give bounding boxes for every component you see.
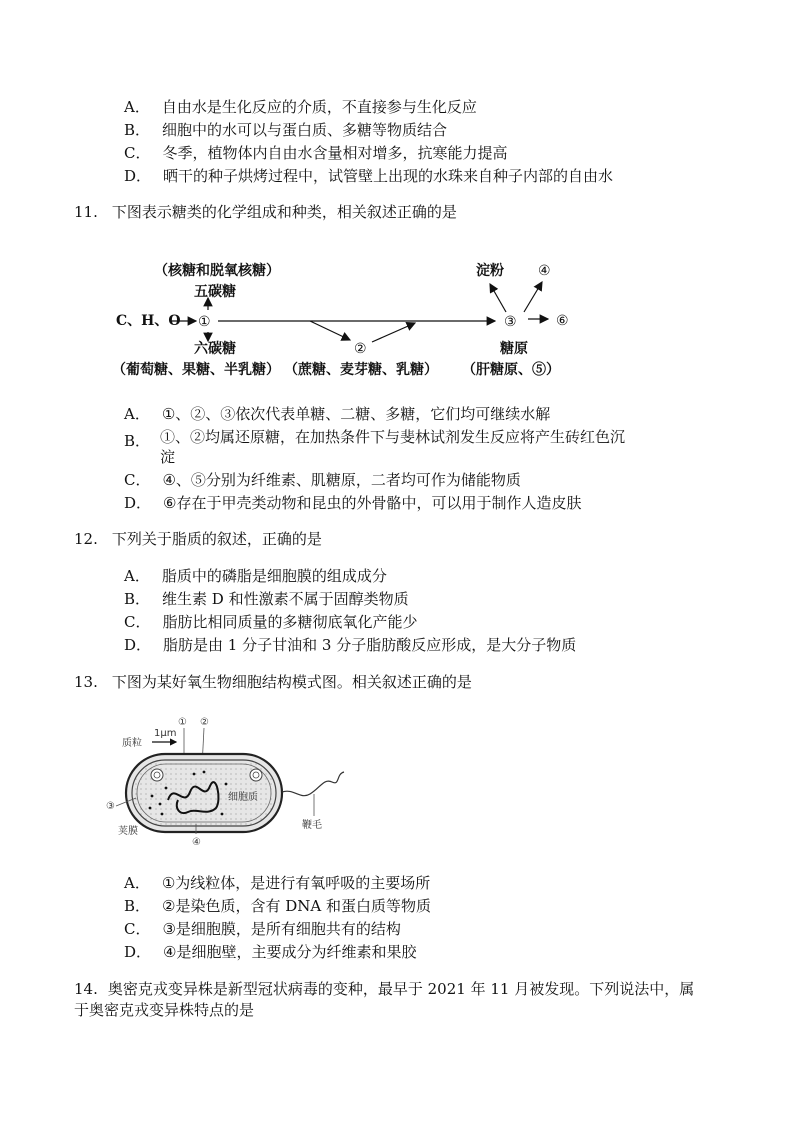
flagellum-label: 鞭毛 xyxy=(302,820,322,831)
label-1: ① xyxy=(178,717,187,728)
bacterial-cell-diagram xyxy=(104,712,354,852)
hexose-label: 六碳糖 xyxy=(194,341,236,357)
question-number: 11. xyxy=(74,203,98,221)
q11-option-b-text-cont xyxy=(160,447,175,467)
option-text: ④、⑤分别为纤维素、肌糖原，二者均可作为储能物质 xyxy=(162,471,521,489)
glycogen-label: 糖原 xyxy=(500,341,528,357)
option-text: 冬季，植物体内自由水含量相对增多，抗寒能力提高 xyxy=(162,144,508,162)
node1-label: ① xyxy=(198,314,211,330)
starch-label: 淀粉 xyxy=(476,263,504,279)
option-text: 脂肪比相同质量的多糖彻底氧化产能少 xyxy=(162,613,418,631)
flagellum-shape xyxy=(282,772,344,796)
q13-stem xyxy=(74,672,472,692)
option-letter: C． xyxy=(124,920,151,938)
option-text: ①、②、③依次代表单糖、二糖、多糖，它们均可继续水解 xyxy=(161,405,551,423)
scale-label: 1μm xyxy=(154,728,177,739)
option-text: 晒干的种子烘烤过程中，试管壁上出现的水珠来自种子内部的自由水 xyxy=(163,167,614,185)
option-letter: B． xyxy=(124,432,151,450)
question-text-continued: 于奥密克戎变异株特点的是 xyxy=(74,1001,255,1019)
question-text: 下图为某好氧生物细胞结构模式图。相关叙述正确的是 xyxy=(111,673,472,691)
option-letter: A． xyxy=(124,98,150,116)
option-text: 脂质中的磷脂是细胞膜的组成成分 xyxy=(161,567,387,585)
hexose-group-label: （葡萄糖、果糖、半乳糖） xyxy=(112,362,280,378)
glycogen-group-label: （肝糖原、⑤） xyxy=(462,362,560,378)
q11-option-a xyxy=(124,404,550,424)
q11-option-b xyxy=(124,431,150,451)
option-text: 自由水是生化反应的介质，不直接参与生化反应 xyxy=(161,98,477,116)
pentose-group-label: （核糖和脱氧核糖） xyxy=(154,263,280,279)
option-text-continued: 淀 xyxy=(160,448,176,466)
q13-option-d xyxy=(124,942,416,962)
question-number: 13. xyxy=(74,673,98,691)
q14-stem-line1 xyxy=(74,979,694,999)
capsule-label: 荚膜 xyxy=(118,826,138,837)
sugar-classification-diagram xyxy=(110,252,590,382)
q12-option-b xyxy=(124,589,409,609)
option-text: 维生素 D 和性激素不属于固醇类物质 xyxy=(162,590,409,608)
plasmid-label: 质粒 xyxy=(122,738,142,749)
option-letter: A． xyxy=(124,567,150,585)
option-letter: C． xyxy=(124,144,151,162)
option-text: ③是细胞膜，是所有细胞共有的结构 xyxy=(162,920,401,938)
option-text: ⑥存在于甲壳类动物和昆虫的外骨骼中，可以用于制作人造皮肤 xyxy=(163,494,582,512)
q13-option-c xyxy=(124,919,401,939)
q11-option-d xyxy=(124,493,581,513)
q12-option-d xyxy=(124,635,576,655)
q10-option-c xyxy=(124,143,508,163)
q11-option-c xyxy=(124,470,521,490)
option-letter: D． xyxy=(124,943,152,961)
plasmid-ring-left xyxy=(151,769,163,781)
disaccharide-group-label: （蔗糖、麦芽糖、乳糖） xyxy=(284,362,438,378)
node6-label: ⑥ xyxy=(556,313,569,329)
arrow-node2-to-line xyxy=(372,323,415,342)
question-text: 奥密克戎变异株是新型冠状病毒的变种，最早于 2021 年 11 月被发现。下列说法中，属 xyxy=(107,980,695,998)
q10-option-b xyxy=(124,120,447,140)
option-text: ④是细胞壁，主要成分为纤维素和果胶 xyxy=(163,943,417,961)
option-letter: A． xyxy=(124,874,150,892)
question-number: 14. xyxy=(74,980,98,998)
q11-stem xyxy=(74,202,457,222)
question-text: 下图表示糖类的化学组成和种类，相关叙述正确的是 xyxy=(111,203,457,221)
option-letter: D． xyxy=(124,494,152,512)
arrow-to-node4 xyxy=(524,282,542,312)
q13-option-b xyxy=(124,896,431,916)
node2-label: ② xyxy=(354,341,367,357)
label-2: ② xyxy=(200,717,209,728)
cytoplasm-label: 细胞质 xyxy=(228,792,258,803)
option-letter: C． xyxy=(124,471,151,489)
elements-label: C、H、O xyxy=(116,313,181,329)
option-letter: D． xyxy=(124,636,152,654)
option-text: ①为线粒体，是进行有氧呼吸的主要场所 xyxy=(161,874,431,892)
option-letter: A． xyxy=(124,405,150,423)
plasmid-ring-right xyxy=(250,769,262,781)
label-4: ④ xyxy=(192,837,201,848)
option-text: ①、②均属还原糖，在加热条件下与斐林试剂发生反应将产生砖红色沉 xyxy=(160,428,626,446)
option-text: 细胞中的水可以与蛋白质、多糖等物质结合 xyxy=(162,121,448,139)
question-text: 下列关于脂质的叙述，正确的是 xyxy=(111,530,322,548)
q10-option-d xyxy=(124,166,613,186)
node3-label: ③ xyxy=(504,314,517,330)
arrow-to-node2 xyxy=(310,321,350,340)
option-letter: D． xyxy=(124,167,152,185)
option-letter: B． xyxy=(124,590,151,608)
option-letter: B． xyxy=(124,121,151,139)
q10-option-a xyxy=(124,97,477,117)
option-letter: C． xyxy=(124,613,151,631)
q12-stem xyxy=(74,529,322,549)
q11-option-b-text xyxy=(160,427,625,447)
pentose-label: 五碳糖 xyxy=(194,284,236,300)
option-text: 脂肪是由 1 分子甘油和 3 分子脂肪酸反应形成，是大分子物质 xyxy=(163,636,577,654)
node4-label: ④ xyxy=(538,263,551,279)
q14-stem-line2 xyxy=(74,1000,254,1020)
option-text: ②是染色质，含有 DNA 和蛋白质等物质 xyxy=(162,897,432,915)
label-3: ③ xyxy=(106,801,115,812)
arrow-to-starch xyxy=(490,284,506,312)
q12-option-a xyxy=(124,566,387,586)
q12-option-c xyxy=(124,612,418,632)
option-letter: B． xyxy=(124,897,151,915)
question-number: 12. xyxy=(74,530,98,548)
q13-option-a xyxy=(124,873,430,893)
